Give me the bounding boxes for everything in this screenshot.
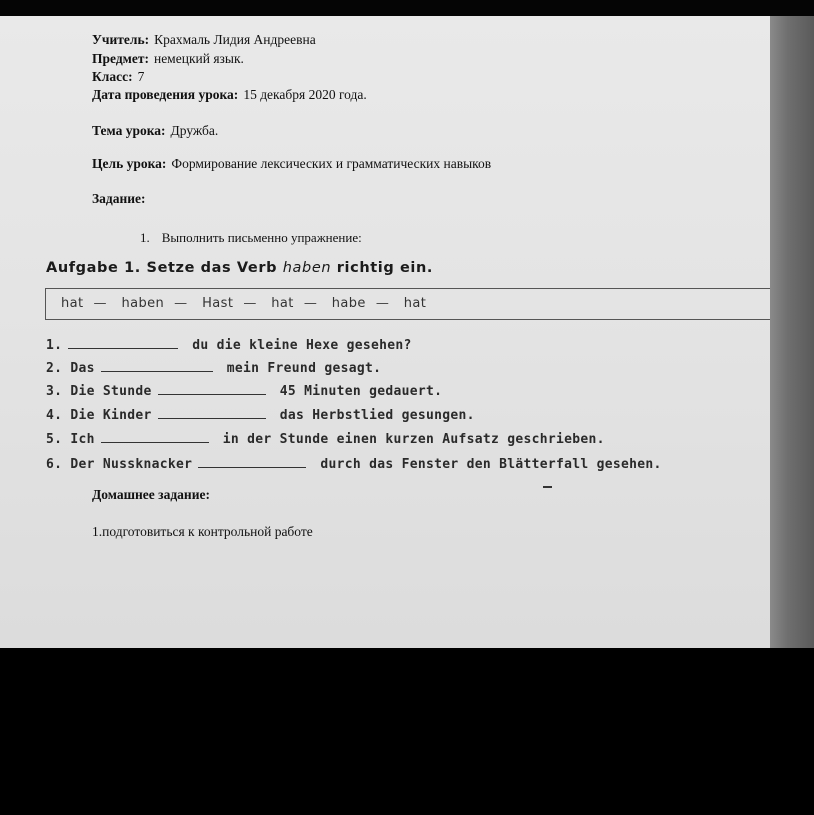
exercise-row <box>46 384 442 399</box>
document-page <box>0 16 770 648</box>
exercise-number: 6. <box>46 457 63 472</box>
task-label: Задание: <box>92 191 146 206</box>
exercise-number: 3. <box>46 384 63 399</box>
teacher-line <box>92 32 316 48</box>
exercise-text-before: Der Nussknacker <box>70 457 193 472</box>
exercise-number: 1. <box>46 338 63 353</box>
word-box-item: habe <box>331 296 366 311</box>
teacher-value: Крахмаль Лидия Андреевна <box>154 32 316 47</box>
aufgabe-verb: haben <box>282 260 332 276</box>
class-value: 7 <box>137 69 145 84</box>
exercise-row <box>46 408 475 423</box>
aufgabe-suffix: richtig ein. <box>336 260 434 276</box>
answer-blank[interactable] <box>101 432 209 443</box>
answer-blank[interactable] <box>158 408 266 419</box>
aufgabe-prefix: Aufgabe 1. Setze das Verb <box>46 260 278 276</box>
goal-line <box>92 156 491 172</box>
exercise-text-before: Die Stunde <box>70 384 152 399</box>
task-heading <box>92 191 146 207</box>
subject-value: немецкий язык. <box>153 51 244 66</box>
topic-value: Дружба. <box>170 123 219 138</box>
word-separator: — <box>174 296 188 311</box>
exercise-number: 4. <box>46 408 63 423</box>
word-separator: — <box>93 296 107 311</box>
bottom-black-area <box>0 648 814 815</box>
date-label: Дата проведения урока: <box>92 87 239 102</box>
word-separator: — <box>375 296 390 311</box>
class-line <box>92 69 144 85</box>
task-item-number: 1. <box>140 230 150 245</box>
word-box-item: hat <box>271 296 294 311</box>
topic-label: Тема урока: <box>92 123 166 138</box>
exercise-row <box>46 361 381 376</box>
exercise-text-after: in der Stunde einen kurzen Aufsatz geschrieben. <box>222 432 605 447</box>
subject-line <box>92 51 244 67</box>
goal-label: Цель урока: <box>92 156 167 171</box>
exercise-text-after: mein Freund gesagt. <box>226 361 382 376</box>
teacher-label: Учитель: <box>92 32 150 47</box>
top-black-border <box>0 0 814 16</box>
word-box-item: haben <box>121 296 165 311</box>
answer-blank[interactable] <box>101 361 213 372</box>
exercise-text-before: Ich <box>70 432 95 447</box>
exercise-text-after: 45 Minuten gedauert. <box>279 384 443 399</box>
exercise-row <box>46 457 662 472</box>
homework-item: 1.подготовиться к контрольной работе <box>92 524 313 539</box>
task-item-text: Выполнить письменно упражнение: <box>161 230 362 245</box>
goal-value: Формирование лексических и грамматических навыков <box>171 156 492 171</box>
word-box-item: Hast <box>202 296 234 311</box>
answer-blank[interactable] <box>68 338 178 349</box>
stray-mark <box>543 486 552 488</box>
date-value: 15 декабря 2020 года. <box>243 87 367 102</box>
exercise-text-after: durch das Fenster den Blätterfall gesehen. <box>320 457 662 472</box>
answer-blank[interactable] <box>158 384 266 395</box>
task-item <box>140 230 362 246</box>
aufgabe-heading <box>46 260 433 276</box>
exercise-text-before: Die Kinder <box>70 408 152 423</box>
monitor-edge <box>770 16 814 648</box>
date-line <box>92 87 367 103</box>
answer-blank[interactable] <box>198 457 306 468</box>
word-separator: — <box>243 296 257 311</box>
exercise-row <box>46 432 605 447</box>
subject-label: Предмет: <box>92 51 149 66</box>
exercise-text-before: Das <box>70 361 95 376</box>
topic-line <box>92 123 218 139</box>
exercise-number: 5. <box>46 432 63 447</box>
exercise-number: 2. <box>46 361 63 376</box>
homework-label: Домашнее задание: <box>92 487 210 502</box>
word-separator: — <box>303 296 318 311</box>
exercise-row <box>46 338 412 353</box>
word-box-item: hat <box>403 296 427 311</box>
word-box-item: hat <box>61 296 84 311</box>
class-label: Класс: <box>92 69 133 84</box>
exercise-text-after: das Herbstlied gesungen. <box>279 408 475 423</box>
exercise-text-after: du die kleine Hexe gesehen? <box>192 338 412 353</box>
word-box <box>45 288 770 320</box>
